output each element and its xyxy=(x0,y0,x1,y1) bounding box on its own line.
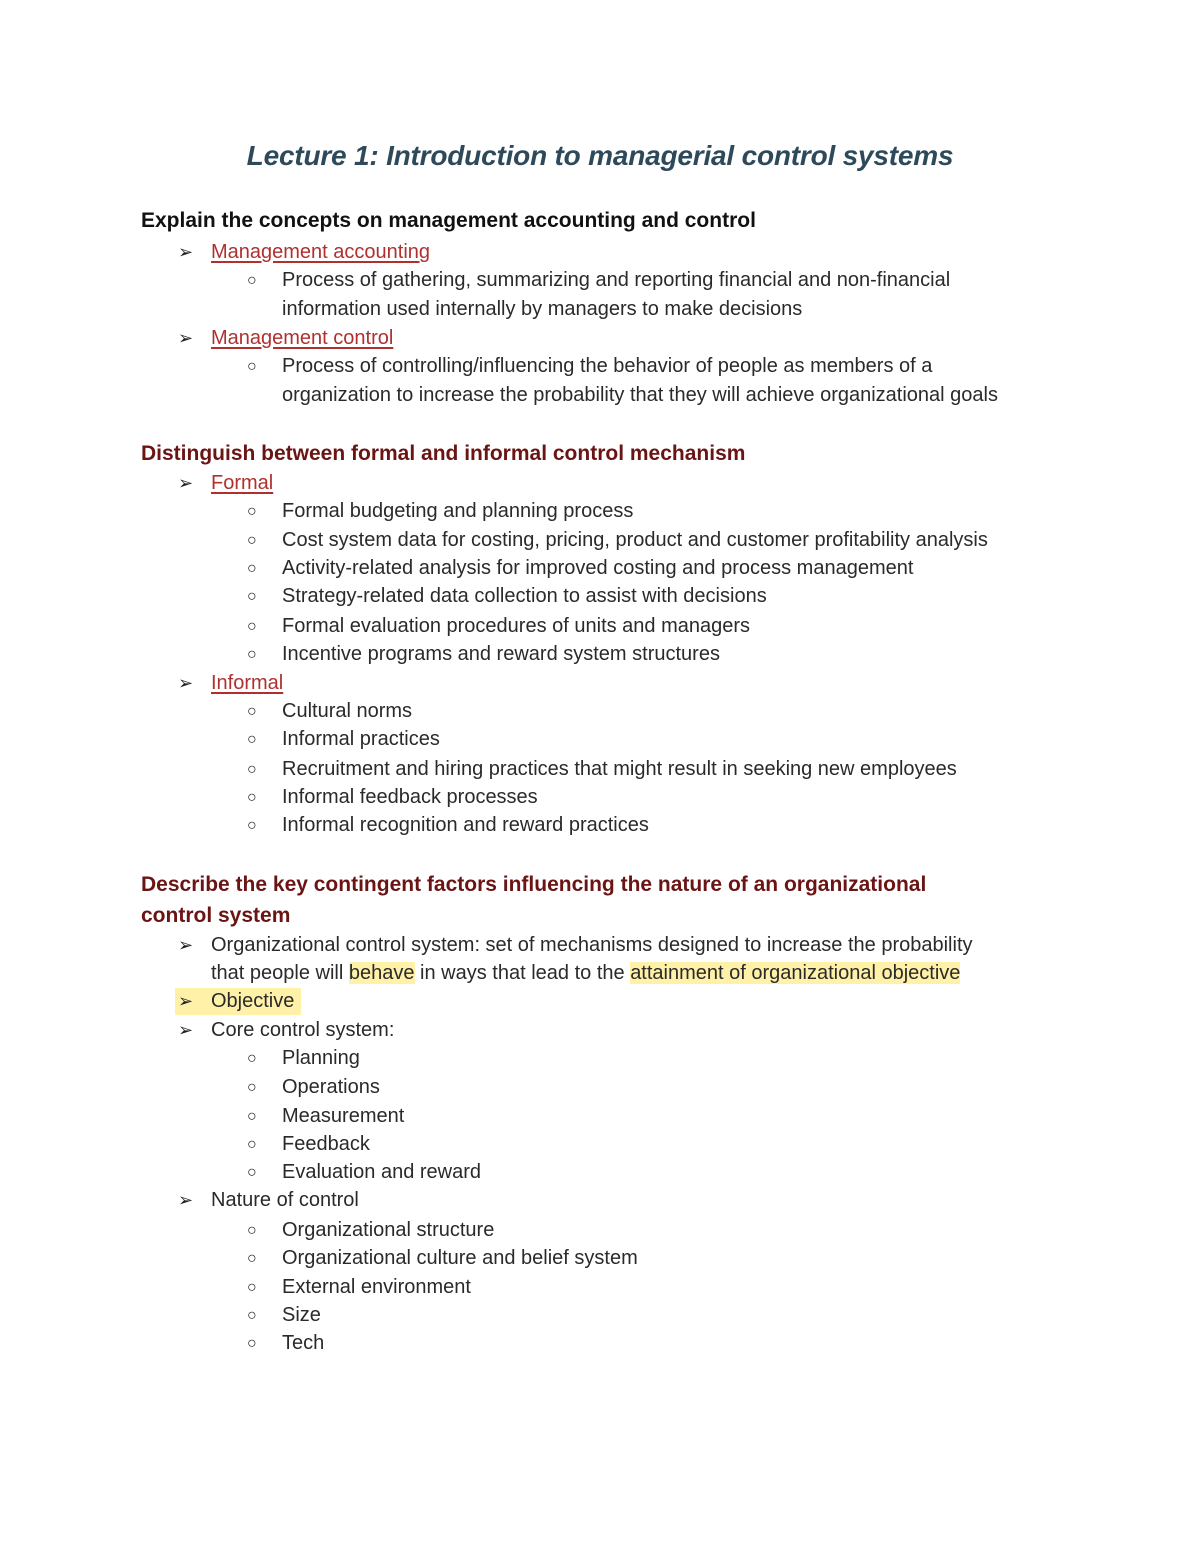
list-item-text: Informal practices xyxy=(282,728,440,750)
circle-bullet-icon: ○ xyxy=(247,1136,257,1153)
link-management-control[interactable]: Management control xyxy=(211,327,394,349)
list-item-text: Strategy-related data collection to assist with decisions xyxy=(282,585,767,607)
link-formal[interactable]: Formal xyxy=(211,472,274,494)
definition-text-line2 xyxy=(211,959,960,988)
list-item-text: Planning xyxy=(282,1047,360,1069)
section-heading-concepts: Explain the concepts on management accounting and control xyxy=(141,209,756,232)
circle-bullet-icon: ○ xyxy=(247,1279,257,1296)
section-heading-contingent-factors xyxy=(141,869,1061,931)
circle-bullet-icon: ○ xyxy=(247,532,257,549)
arrow-bullet-icon: ➢ xyxy=(178,1020,194,1040)
link-management-accounting[interactable]: Management accounting xyxy=(211,241,431,263)
circle-bullet-icon: ○ xyxy=(247,503,257,520)
list-item-text: Activity-related analysis for improved costing and process management xyxy=(282,557,914,579)
list-item-text: Process of controlling/influencing the behavior of people as members of a xyxy=(282,355,933,377)
circle-bullet-icon: ○ xyxy=(247,1164,257,1181)
highlight-attainment: attainment of organizational objective xyxy=(630,962,961,984)
list-item-text: Recruitment and hiring practices that might result in seeking new employees xyxy=(282,758,957,780)
circle-bullet-icon: ○ xyxy=(247,1250,257,1267)
list-item-text: Tech xyxy=(282,1332,325,1354)
list-item-text: Formal evaluation procedures of units and managers xyxy=(282,615,751,637)
text-fragment: that people will xyxy=(211,962,349,984)
list-item-text: Organizational structure xyxy=(282,1219,495,1241)
circle-bullet-icon: ○ xyxy=(247,646,257,663)
nature-of-control-label: Nature of control xyxy=(211,1189,359,1211)
circle-bullet-icon: ○ xyxy=(247,789,257,806)
arrow-bullet-icon: ➢ xyxy=(178,328,194,348)
arrow-bullet-icon: ➢ xyxy=(178,1190,194,1210)
text-fragment: in ways that lead to the xyxy=(414,962,631,984)
section-heading-formal-informal: Distinguish between formal and informal control mechanism xyxy=(141,442,746,465)
list-item-text: Cultural norms xyxy=(282,700,413,722)
arrow-bullet-icon: ➢ xyxy=(178,242,194,262)
circle-bullet-icon: ○ xyxy=(247,272,257,289)
circle-bullet-icon: ○ xyxy=(247,1079,257,1096)
circle-bullet-icon: ○ xyxy=(247,1050,257,1067)
list-item-text: Operations xyxy=(282,1076,380,1098)
list-item-text: Informal feedback processes xyxy=(282,786,538,808)
heading-line: control system xyxy=(141,904,291,927)
list-item-text: Incentive programs and reward system structures xyxy=(282,643,720,665)
list-item-text: Organizational culture and belief system xyxy=(282,1247,638,1269)
list-item-text: Informal recognition and reward practices xyxy=(282,814,649,836)
list-item-text: Feedback xyxy=(282,1133,370,1155)
list-item-text: organization to increase the probability that they will achieve organizational goals xyxy=(282,384,998,406)
circle-bullet-icon: ○ xyxy=(247,560,257,577)
circle-bullet-icon: ○ xyxy=(247,731,257,748)
objective-text: Objective xyxy=(211,990,295,1012)
arrow-bullet-icon: ➢ xyxy=(178,473,194,493)
list-item-text: Formal budgeting and planning process xyxy=(282,500,634,522)
heading-line: Describe the key contingent factors influencing the nature of an organizational xyxy=(141,873,927,896)
circle-bullet-icon: ○ xyxy=(247,703,257,720)
circle-bullet-icon: ○ xyxy=(247,358,257,375)
circle-bullet-icon: ○ xyxy=(247,817,257,834)
arrow-bullet-icon: ➢ xyxy=(178,935,194,955)
definition-text: Organizational control system: set of mechanisms designed to increase the probability xyxy=(211,934,973,956)
core-control-label: Core control system: xyxy=(211,1019,395,1041)
arrow-bullet-icon: ➢ xyxy=(178,673,194,693)
link-informal[interactable]: Informal xyxy=(211,672,284,694)
list-item-text: Size xyxy=(282,1304,321,1326)
circle-bullet-icon: ○ xyxy=(247,761,257,778)
circle-bullet-icon: ○ xyxy=(247,1335,257,1352)
highlight-behave: behave xyxy=(348,962,415,984)
list-item-text: Cost system data for costing, pricing, product and customer profitability analysis xyxy=(282,529,988,551)
arrow-bullet-icon: ➢ xyxy=(178,991,194,1011)
circle-bullet-icon: ○ xyxy=(247,1307,257,1324)
list-item-text: Measurement xyxy=(282,1105,405,1127)
page-title: Lecture 1: Introduction to managerial control systems xyxy=(246,140,954,171)
list-item-text: Evaluation and reward xyxy=(282,1161,482,1183)
circle-bullet-icon: ○ xyxy=(247,1108,257,1125)
list-item-text: information used internally by managers to make decisions xyxy=(282,298,803,320)
list-item-text: Process of gathering, summarizing and reporting financial and non-financial xyxy=(282,269,951,291)
circle-bullet-icon: ○ xyxy=(247,588,257,605)
circle-bullet-icon: ○ xyxy=(247,1222,257,1239)
list-item-text: External environment xyxy=(282,1276,471,1298)
circle-bullet-icon: ○ xyxy=(247,618,257,635)
